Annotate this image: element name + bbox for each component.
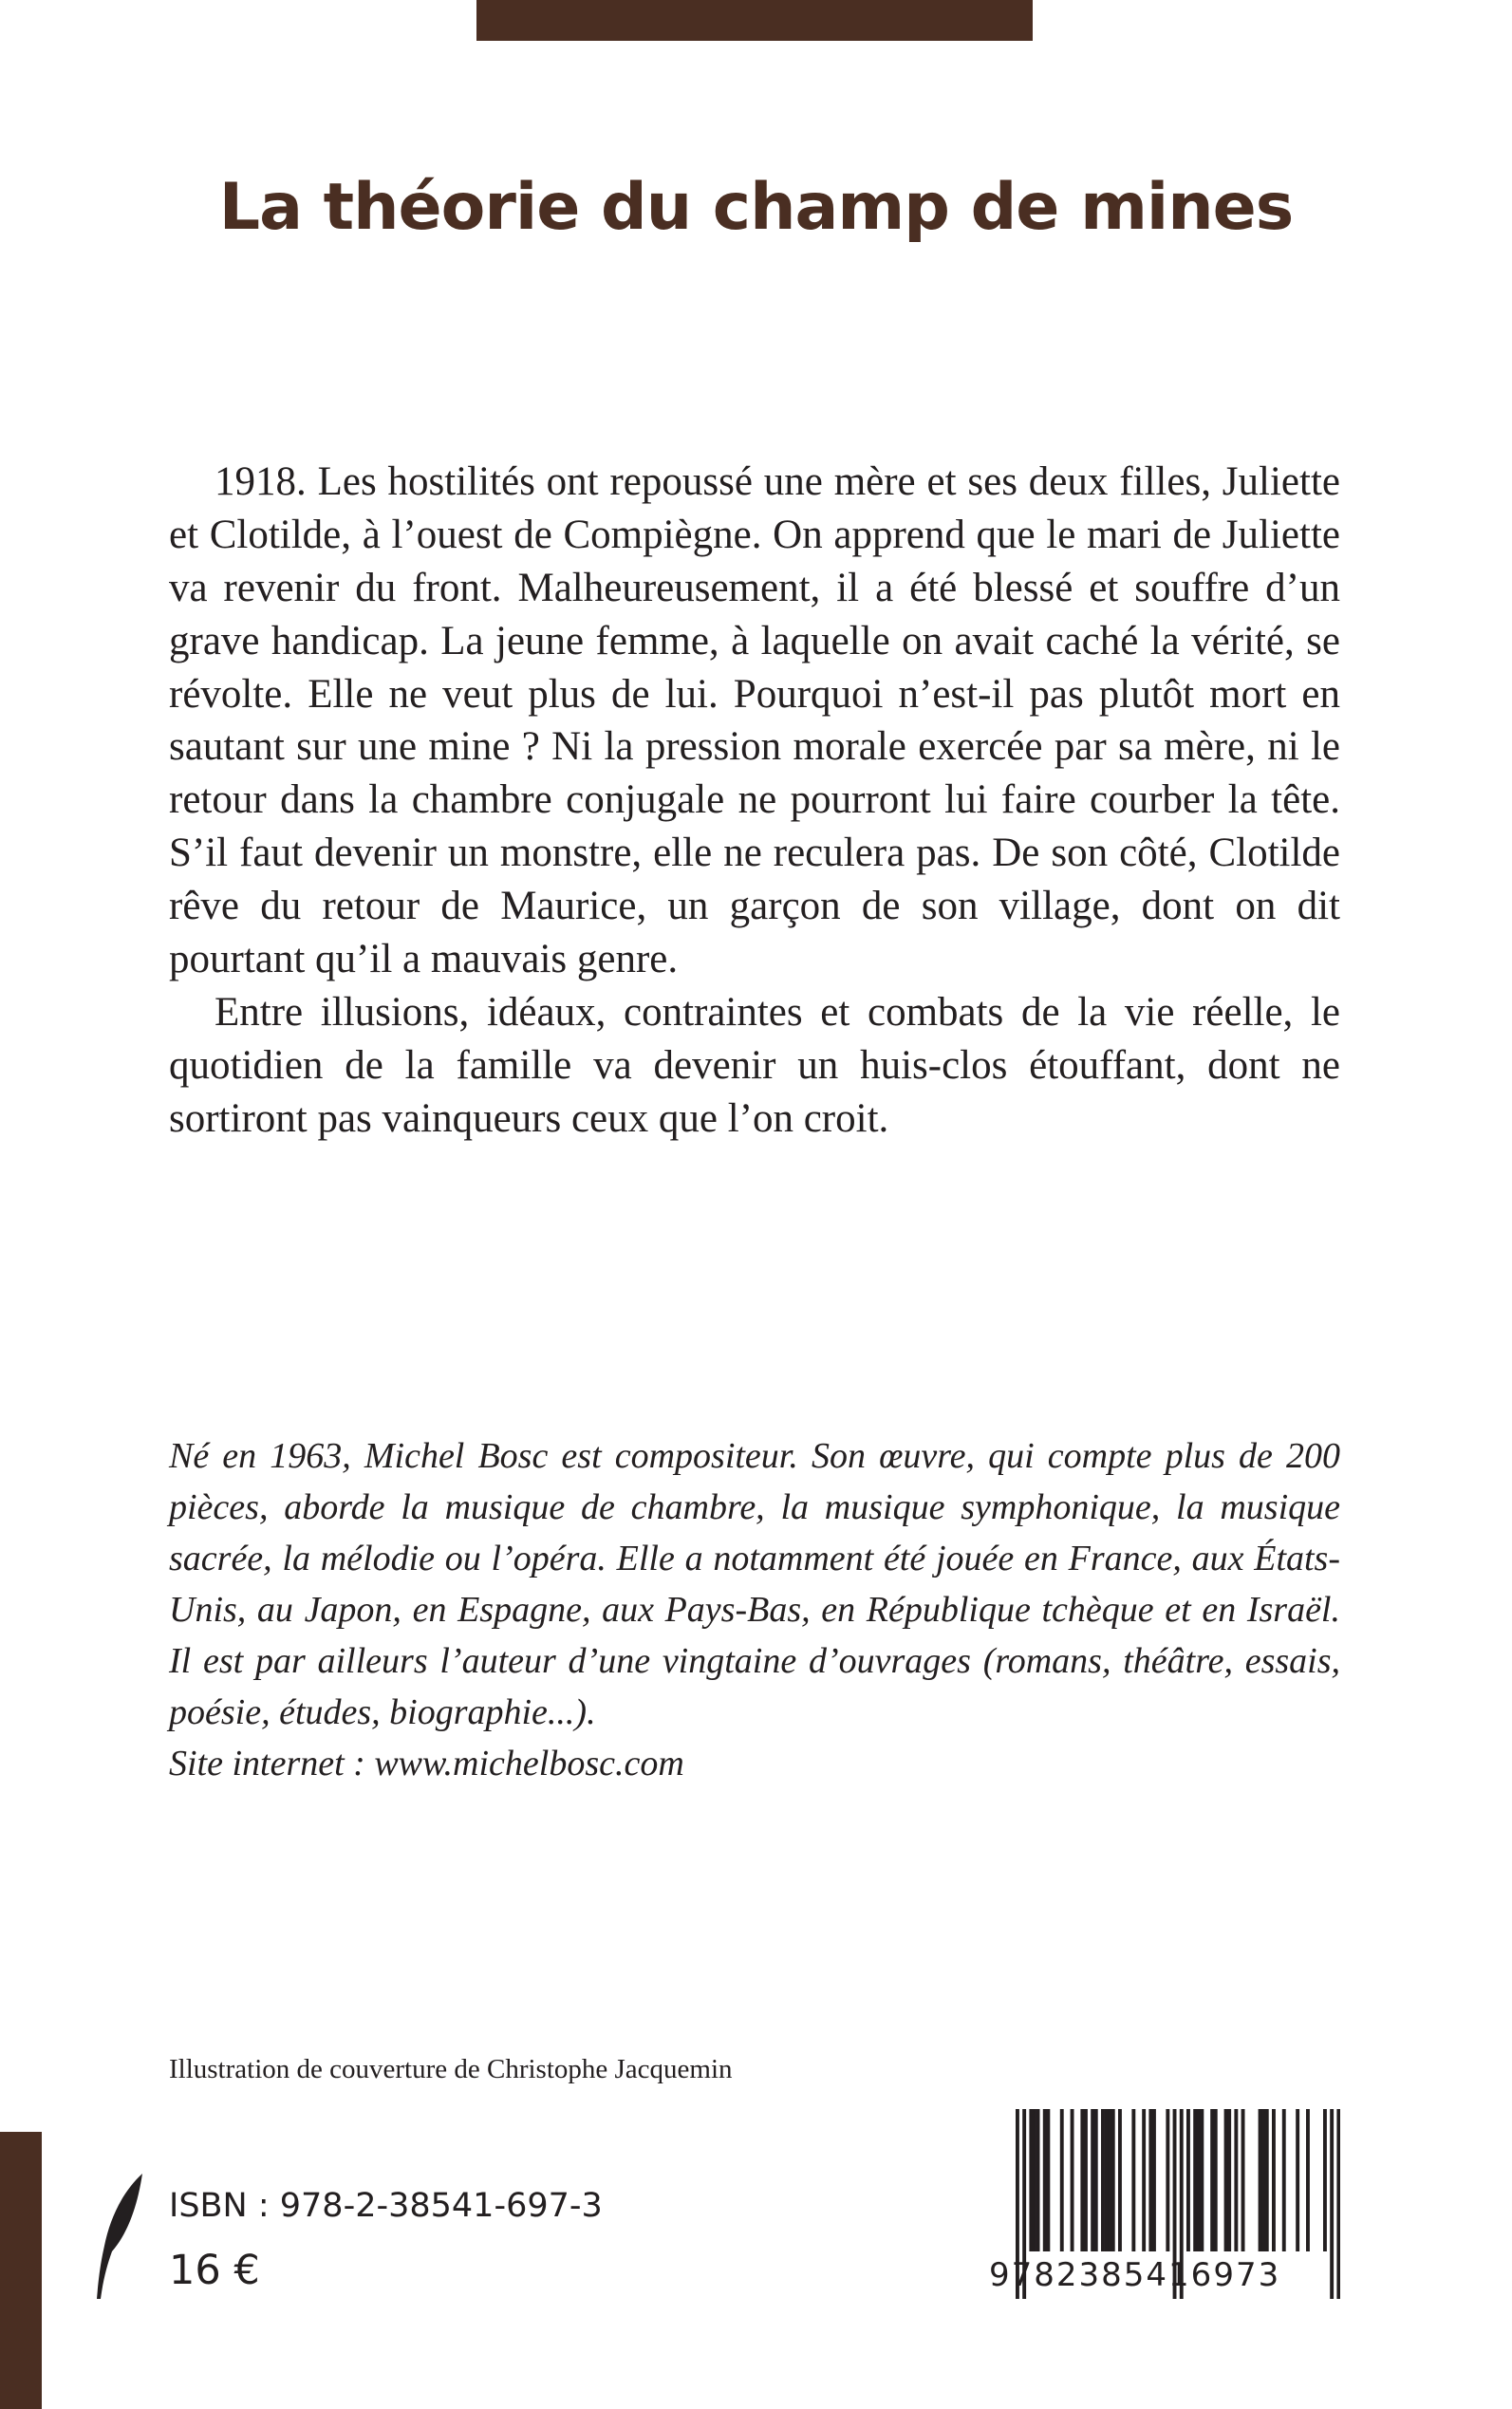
- barcode-bar: [1029, 2109, 1033, 2251]
- barcode-bar: [1108, 2109, 1111, 2251]
- barcode-bar: [1118, 2109, 1122, 2251]
- isbn: ISBN : 978-2-38541-697-3: [169, 2187, 603, 2225]
- barcode-bar: [1166, 2109, 1169, 2251]
- feather-quill-icon: [87, 2170, 154, 2303]
- barcode-bar: [1214, 2109, 1218, 2251]
- barcode-bar: [1210, 2109, 1214, 2251]
- barcode-bar: [1131, 2109, 1135, 2251]
- barcode-bar: [1036, 2109, 1040, 2251]
- barcode-bar: [1084, 2109, 1088, 2251]
- author-bio: [169, 1431, 1340, 1790]
- top-color-band: [476, 0, 1033, 41]
- barcode-bar: [1186, 2109, 1190, 2251]
- barcode-bar: [1282, 2109, 1286, 2251]
- barcode-bar: [1101, 2109, 1105, 2251]
- illustration-credit: Illustration de couverture de Christophe Jacquemin: [169, 2054, 733, 2084]
- barcode-bar: [1227, 2109, 1231, 2251]
- book-title: La théorie du champ de mines: [218, 170, 1294, 245]
- left-color-band: [0, 2132, 42, 2409]
- barcode-bar: [1197, 2109, 1201, 2251]
- synopsis: [169, 456, 1340, 1146]
- barcode-bar: [1323, 2109, 1327, 2251]
- barcode-bar: [1296, 2109, 1299, 2251]
- barcode-bar: [1224, 2109, 1228, 2251]
- barcode-bar: [1094, 2109, 1098, 2251]
- barcode-bar: [1259, 2109, 1262, 2251]
- barcode-bar: [1080, 2109, 1084, 2251]
- barcode-bar: [1193, 2109, 1197, 2251]
- barcode-bar: [1111, 2109, 1115, 2251]
- barcode-bar: [1071, 2109, 1074, 2251]
- barcode-bar: [1306, 2109, 1310, 2251]
- synopsis-paragraph: 1918. Les hostilités ont repoussé une mère et ses deux filles, Juliette et Clotilde, à l’ouest de Compiègne. On apprend que le mari de Juliette va revenir du front. Malheureusement, il a été blessé et souffre d’un grave handicap. La jeune femme, à laquelle on avait caché la vérité, se révolte. Elle ne veut plus de lui. Pourquoi n’est-il pas plutôt mort en sautant sur une mine ? Ni la pression morale exercée par sa mère, ni le retour dans la chambre conjugale ne pourront lui faire courber la tête. S’il faut devenir un monstre, elle ne reculera pas. De son côté, Clotilde rêve du retour de Maurice, un garçon de son village, dont on dit pourtant qu’il a mauvais genre.: [169, 459, 1340, 982]
- barcode-bar: [1241, 2109, 1245, 2251]
- barcode-bar: [1200, 2109, 1204, 2251]
- barcode-bar: [1043, 2109, 1047, 2251]
- barcode-bar: [1142, 2109, 1146, 2251]
- synopsis-paragraph: Entre illusions, idéaux, contraintes et combats de la vie réelle, le quotidien de la famille va devenir un huis-clos étouffant, dont ne sortiront pas vainqueurs ceux que l’on croit.: [169, 989, 1340, 1141]
- barcode-bar: [1152, 2109, 1156, 2251]
- barcode-number: 9782385416973: [989, 2256, 1281, 2294]
- barcode-bar: [1261, 2109, 1265, 2251]
- author-bio-text: Né en 1963, Michel Bosc est compositeur. Son œuvre, qui compte plus de 200 pièces, aborde la musique de chambre, la musique symphonique, la musique sacrée, la mélodie ou l’opéra. Elle a notamment été jouée en France, aux États-Unis, au Japon, en Espagne, aux Pays-Bas, en République tchèque et en Israël. Il est par ailleurs l’auteur d’une vingtaine d’ouvrages (romans, théâtre, essais, poésie, études, biographie...).: [169, 1436, 1340, 1732]
- barcode-bar: [1046, 2109, 1050, 2251]
- barcode-bar: [1234, 2109, 1238, 2251]
- barcode-bar: [1033, 2109, 1036, 2251]
- barcode-bar: [1265, 2109, 1269, 2251]
- author-website: Site internet : www.michelbosc.com: [169, 1743, 684, 1783]
- barcode-bar: [1091, 2109, 1094, 2251]
- barcode-bar: [1060, 2109, 1064, 2251]
- barcode-bar: [1148, 2109, 1152, 2251]
- barcode-bar: [1272, 2109, 1276, 2251]
- barcode-bar: [1105, 2109, 1109, 2251]
- price: 16 €: [169, 2247, 260, 2294]
